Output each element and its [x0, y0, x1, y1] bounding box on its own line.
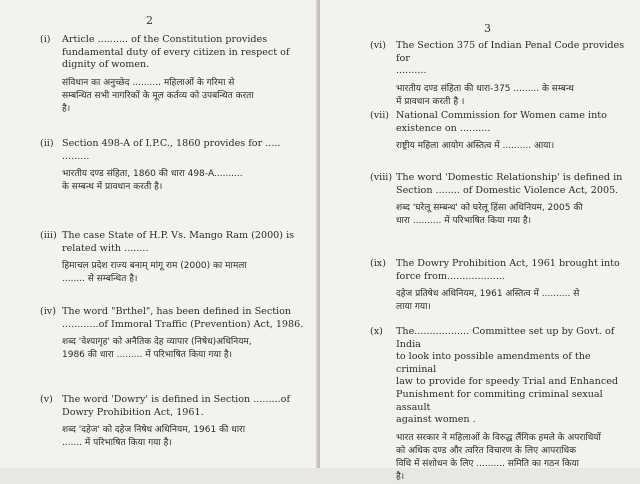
question-text-hindi: हिमाचल प्रदेश राज्य बनाम् मांगू राम (2000) का मामला ........ से सम्बन्धित है।	[62, 261, 247, 285]
question-item	[40, 230, 310, 286]
question-number: (ii)	[40, 138, 54, 149]
question-text-english: Section 498-A of I.P.C., 1860 provides for ..... .........	[62, 138, 281, 162]
question-item	[370, 40, 632, 109]
question-text-english: The word 'Domestic Relationship' is defined in Section ........ of Domestic Violence Act, 2005.	[396, 172, 623, 196]
question-number: (vii)	[370, 110, 390, 121]
question-text-hindi: भारतीय दण्ड संहिता, 1860 की धारा 498-A.......... के सम्बन्ध में प्रावधान करती है।	[62, 169, 243, 193]
question-text-hindi: दहेज प्रतिषेध अधिनियम, 1961 अस्तित्व में .......... से लाया गया।	[396, 289, 580, 313]
right-page	[320, 0, 640, 482]
question-item	[40, 306, 310, 362]
left-page	[0, 0, 318, 468]
question-text-english: National Commission for Women came into existence on ..........	[396, 110, 607, 134]
question-number: (v)	[40, 394, 53, 405]
question-text-english: Article .......... of the Constitution provides fundamental duty of every citizen in respect of dignity of women.	[62, 34, 290, 71]
question-text-english: The word "Brthel", has been defined in Section ............of Immoral Traffic (Prevention) Act, 1986.	[62, 306, 304, 330]
question-item	[40, 138, 310, 194]
question-text-english: The case State of H.P. Vs. Mango Ram (2000) is related with ........	[62, 230, 295, 254]
question-text-hindi: शब्द 'दहेज' को दहेज निषेध अधिनियम, 1961 की धारा ....... में परिभाषित किया गया है।	[62, 425, 246, 449]
question-text-english: The word 'Dowry' is defined in Section .........of Dowry Prohibition Act, 1961.	[62, 394, 291, 418]
question-text-english: The.................. Committee set up by Govt. of India to look into possible amendments of the criminal law to provide for speedy Trial and Enhanced Punishment for commiting criminal sexual assault against women .	[396, 326, 619, 426]
question-item	[370, 326, 632, 484]
question-number: (viii)	[370, 172, 393, 183]
question-text-hindi: शब्द 'घरेलू सम्बन्ध' को घरेलू हिंसा अधिनियम, 2005 की धारा .......... में परिभाषित किया गया है।	[396, 203, 583, 227]
page-number: 3	[484, 22, 491, 35]
question-item	[370, 172, 632, 228]
question-item	[40, 34, 310, 116]
question-text-hindi: भारत सरकार ने महिलाओं के विरुद्ध लैंगिक हमले के अपराधियों को अधिक दण्ड और त्वरित विचारण के लिए आपराधिक विधि में संशोधन के लिए .......... समिति का गठन किया है।	[396, 432, 601, 482]
question-text-hindi: राष्ट्रीय महिला आयोग अस्तित्व में .......... आया।	[396, 141, 555, 152]
page-number: 2	[146, 14, 153, 27]
question-number: (x)	[370, 326, 383, 337]
question-number: (i)	[40, 34, 51, 45]
question-number: (vi)	[370, 40, 386, 51]
question-item	[370, 258, 632, 314]
question-item	[370, 110, 632, 153]
question-text-hindi: संविधान का अनुच्छेद .......... महिलाओं के गरिमा से सम्बन्धित सभी नागरिकों के मूल कर्तव्य को उपबन्धित करता है।	[62, 77, 254, 114]
question-text-english: The Section 375 of Indian Penal Code provides for ..........	[396, 40, 625, 77]
question-text-hindi: शब्द 'वेश्यागृह' को अनैतिक देह व्यापार (निषेध)अधिनियम, 1986 की धारा ......... में परिभाषित किया गया है।	[62, 337, 252, 361]
question-number: (ix)	[370, 258, 386, 269]
question-item	[40, 394, 310, 450]
question-text-english: The Dowry Prohibition Act, 1961 brought into force from...................	[396, 258, 620, 282]
question-text-hindi: भारतीय दण्ड संहिता की धारा-375 ......... के सम्बन्ध में प्रावधान करती है ।	[396, 83, 574, 107]
question-number: (iv)	[40, 306, 56, 317]
question-number: (iii)	[40, 230, 57, 241]
